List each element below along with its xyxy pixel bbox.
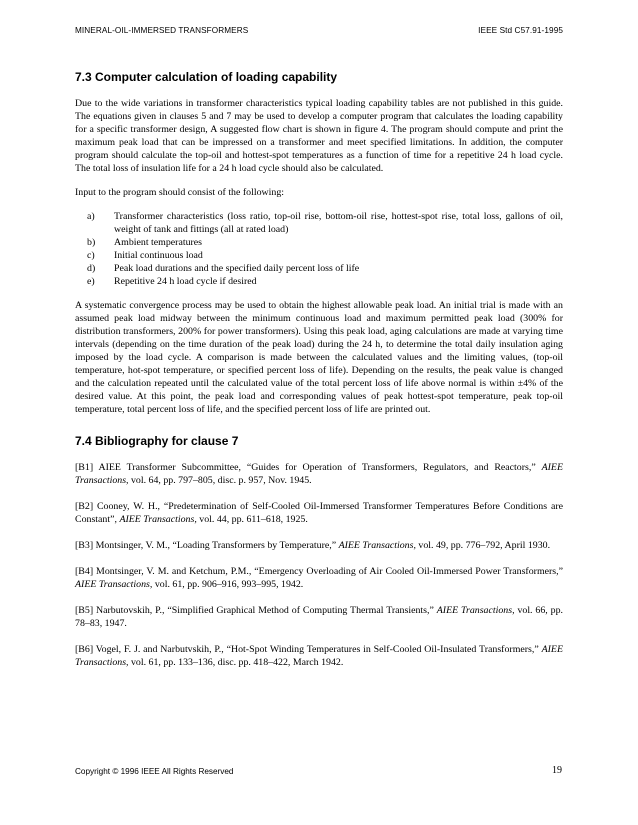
- list-item: [75, 236, 563, 249]
- bib-text: vol. 44, pp. 611–618, 1925.: [196, 514, 308, 525]
- list-item: [75, 275, 563, 288]
- bib-journal: AIEE Transactions,: [119, 514, 197, 525]
- bib-text: [B5] Narbutovskih, P., “Simplified Graphical Method of Computing Thermal Transients,”: [75, 605, 437, 616]
- list-marker: e): [87, 276, 95, 287]
- bibliography-entry-b2: [75, 500, 563, 526]
- bib-text: vol. 61, pp. 906–916, 993–995, 1942.: [152, 579, 304, 590]
- list-item-text: Ambient temperatures: [114, 237, 203, 248]
- bibliography-entry-b4: [75, 565, 563, 591]
- page-content: [75, 70, 563, 682]
- list-marker: b): [87, 237, 96, 248]
- list-marker: d): [87, 263, 96, 274]
- list-marker: a): [87, 211, 95, 222]
- section-7-3-paragraph-3: A systematic convergence process may be used to obtain the highest allowable peak load. An initial trial is made with an assumed peak load midway between the minimum continuous load and maximum permitted peak load (300% for distribution transformers, 200% for power transformers). Using this peak load, aging calculations are made at varying time intervals (depending on the time duration of the peak load) during the 24 h, to determine the total daily insulation aging imposed by the load cycle. A comparison is made between the calculated values and the limiting values, (top-oil temperature, hot-spot temperature, or specified percent loss of life). Depending on the results, the peak value is changed and the calculation repeated until the calculated value of the total percent loss of life above normal is within ±4% of the desired value. At this point, the peak load and corresponding values of peak hottest-spot temperature, peak top-oil temperature, total percent loss of life, and the specified percent loss of life are printed out.: [75, 300, 563, 415]
- list-item: [75, 249, 563, 262]
- bib-text: vol. 61, pp. 133–136, disc. pp. 418–422, March 1942.: [128, 657, 344, 668]
- list-item-text: Initial continuous load: [114, 250, 203, 261]
- bib-journal: AIEE Transactions,: [436, 605, 515, 616]
- page-number: 19: [552, 765, 562, 776]
- bibliography-entry-b3: [75, 539, 563, 552]
- list-item: [75, 210, 563, 236]
- bib-journal: AIEE Transactions,: [75, 644, 563, 668]
- input-list: [75, 210, 563, 288]
- bib-text: [B2] Cooney, W. H., “Predetermination of Self-Cooled Oil-Immersed Transformer Temperatures Before Conditions are Constant”,: [75, 501, 563, 525]
- section-7-3-paragraph-1: Due to the wide variations in transformer characteristics typical loading capability tables are not published in this guide. The equations given in clauses 5 and 7 may be used to develop a computer program that calculates the loading capability for a specific transformer design, A suggested flow chart is shown in figure 4. The program should compute and print the maximum peak load that can be impressed on a transformer and meet specified limitations. In addition, the computer program should calculate the top-oil and hottest-spot temperatures as a function of time for a repetitive 24 h load cycle. The total loss of insulation life for a 24 h load cycle should also be calculated.: [75, 98, 563, 174]
- list-item-text: Transformer characteristics (loss ratio, top-oil rise, bottom-oil rise, hottest-spot rise, total loss, gallons of oil, weight of tank and fittings (all at rated load): [114, 211, 563, 235]
- footer-copyright: Copyright © 1996 IEEE All Rights Reserved: [75, 767, 234, 776]
- bib-journal: AIEE Transactions,: [75, 579, 153, 590]
- bibliography-entry-b6: [75, 643, 563, 669]
- section-7-3-heading: 7.3 Computer calculation of loading capability: [75, 70, 338, 84]
- list-marker: c): [87, 250, 95, 261]
- list-item-text: Repetitive 24 h load cycle if desired: [114, 276, 257, 287]
- bib-journal: AIEE Transactions,: [338, 540, 416, 551]
- bib-text: [B1] AIEE Transformer Subcommittee, “Guides for Operation of Transformers, Regulators, and Reactors,”: [75, 462, 542, 473]
- list-item: [75, 262, 563, 275]
- bib-text: vol. 49, pp. 776–792, April 1930.: [415, 540, 551, 551]
- section-7-4-heading: 7.4 Bibliography for clause 7: [75, 434, 239, 448]
- bib-text: vol. 66, pp. 78–83, 1947.: [75, 605, 564, 629]
- bib-text: [B6] Vogel, F. J. and Narbutvskih, P., “Hot-Spot Winding Temperatures in Self-Cooled Oil-Insulated Transformers,”: [75, 644, 542, 655]
- bibliography-entry-b5: [75, 604, 563, 630]
- section-7-3-paragraph-2: Input to the program should consist of the following:: [75, 187, 284, 198]
- bib-text: [B3] Montsinger, V. M., “Loading Transformers by Temperature,”: [75, 540, 339, 551]
- running-header-title: MINERAL-OIL-IMMERSED TRANSFORMERS: [75, 26, 249, 35]
- bib-journal: AIEE Transactions,: [75, 462, 563, 486]
- running-header-standard: IEEE Std C57.91-1995: [478, 26, 563, 35]
- bib-text: vol. 64, pp. 797–805, disc. p. 957, Nov. 1945.: [128, 475, 312, 486]
- bib-text: [B4] Montsinger, V. M. and Ketchum, P.M., “Emergency Overloading of Air Cooled Oil-Immersed Power Transformers,”: [75, 566, 563, 577]
- list-item-text: Peak load durations and the specified daily percent loss of life: [114, 263, 360, 274]
- bibliography-entry-b1: [75, 461, 563, 487]
